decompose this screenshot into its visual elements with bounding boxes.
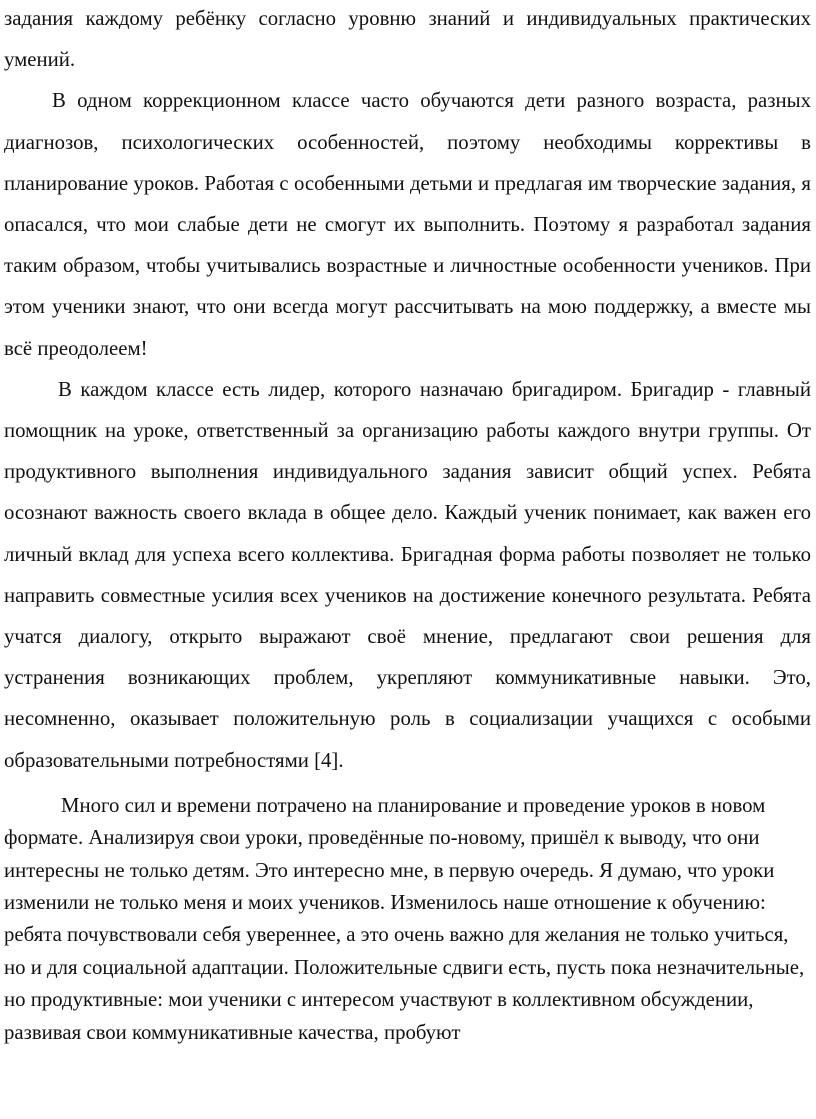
paragraph-2: В одном коррекционном классе часто обучаются дети разного возраста, разных диагнозов, психологических особенностей, поэтому необходимы коррективы в планирование уроков. Работая с особенными детьми и предлагая им творческие задания, я опасался, что мои слабые дети не смогут их выполнить. Поэтому я разработал задания таким образом, чтобы учитывались возрастные и личностные особенности учеников. При этом ученики знают, что они всегда могут рассчитывать на мою поддержку, а вместе мы всё преодолеем! — [4, 89, 811, 360]
paragraph-4: Много сил и времени потрачено на планирование и проведение уроков в новом формате. Анализируя свои уроки, проведённые по-новому, пришёл к выводу, что они интересны не только детям. Это интересно мне, в первую очередь. Я думаю, что уроки изменили не только меня и моих учеников. Изменилось наше отношение к обучению: ребята почувствовали себя увереннее, а это очень важно для желания не только учиться, но и для социальной адаптации. Положительные сдвиги есть, пусть пока незначительные, но продуктивные: мои ученики с интересом участвуют в коллективном обсуждении, развивая свои коммуникативные качества, пробуют — [4, 793, 805, 1044]
paragraph-3: В каждом классе есть лидер, которого назначаю бригадиром. Бригадир - главный помощник на уроке, ответственный за организацию работы каждого внутри группы. От продуктивного выполнения индивидуального задания зависит общий успех. Ребята осознают важность своего вклада в общее дело. Каждый ученик понимает, как важен его личный вклад для успеха всего коллектива. Бригадная форма работы позволяет не только направить совместные усилия всех учеников на достижение конечного результата. Ребята учатся диалогу, открыто выражают своё мнение, предлагают свои решения для устранения возникающих проблем, укрепляют коммуникативные навыки. Это, несомненно, оказывает положительную роль в социализации учащихся с особыми образовательными потребностями [4]. — [4, 377, 811, 772]
paragraph-1: задания каждому ребёнку согласно уровню знаний и индивидуальных практических умений. — [4, 7, 811, 72]
